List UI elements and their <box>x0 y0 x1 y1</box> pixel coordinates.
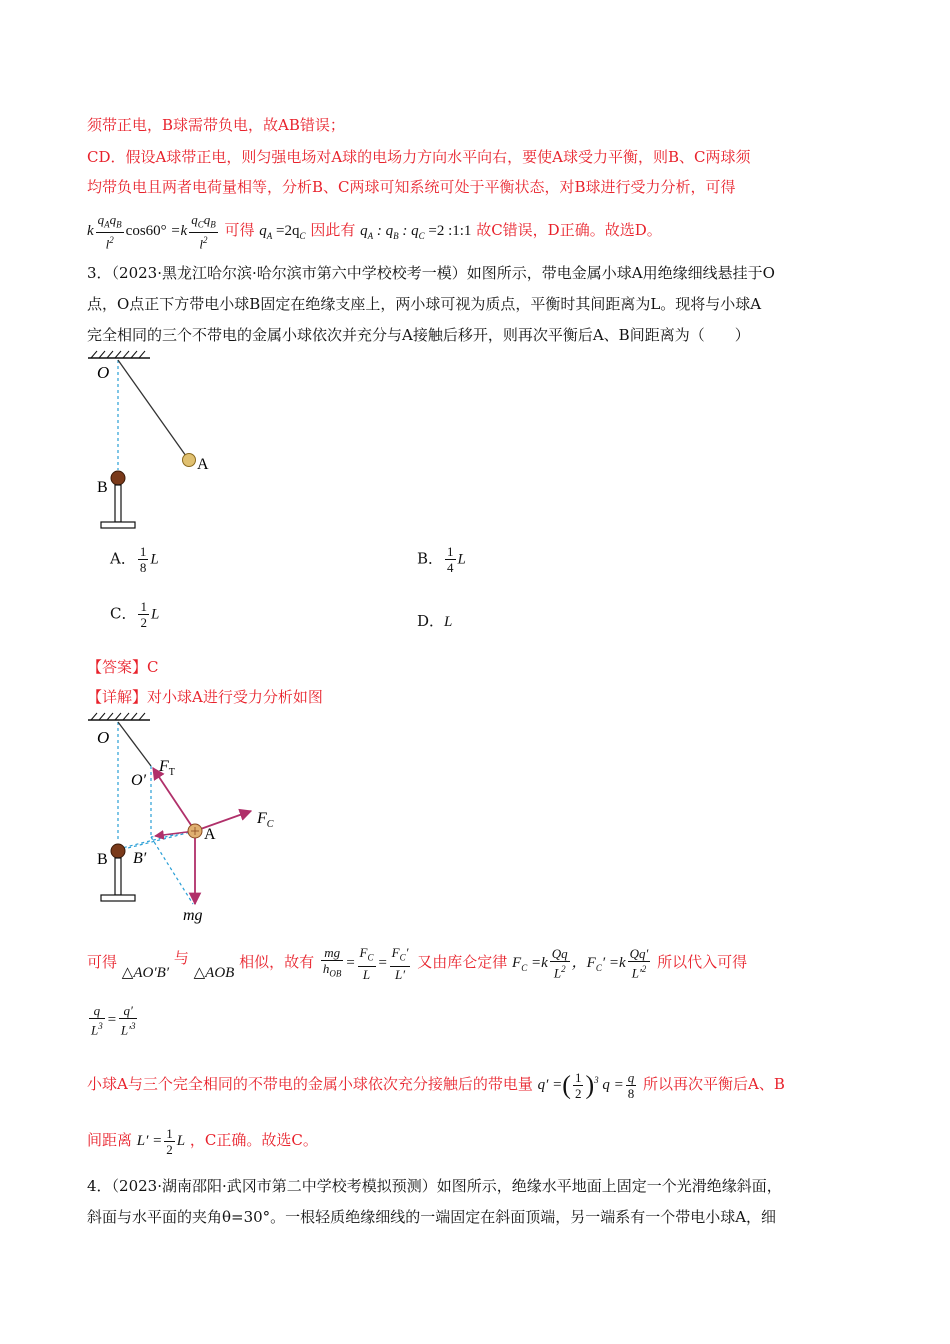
option-d[interactable]: D．L <box>417 612 453 630</box>
ball-a <box>183 454 196 467</box>
ball-b-label: B <box>97 479 108 496</box>
q4-stem-line-1: 4．（2023·湖南邵阳·武冈市第二中学校考模拟预测）如图所示，绝缘水平地面上固定一个光滑绝缘斜面， <box>87 1177 782 1195</box>
detail-line <box>87 686 323 708</box>
text-conclusion: 故C错误，D正确。故选D。 <box>476 221 662 239</box>
option-c[interactable]: C． $\frac{1}{2}$ L <box>110 599 160 630</box>
prev-solution-line-3: 均带负电且两者电荷量相等，分析B、C两球可知系统可处于平衡状态，对B球进行受力分析，可得 <box>87 178 736 196</box>
b-prime-label: B′ <box>133 850 147 867</box>
solution-line-2: $\frac{q}{L^3}$ = $\frac{q'}{L'^3}$ <box>91 1003 136 1038</box>
force-a-label: A <box>204 826 216 843</box>
ball-a-label: A <box>197 456 209 473</box>
mg-label: mg <box>183 907 203 924</box>
answer-line <box>87 656 159 678</box>
coulomb-eq-left: k $\frac{q_Aq_B}{l^2}$ cos60° =k $\frac{q_Cq_B}{l^2}$ <box>87 211 216 252</box>
ball-b <box>111 471 125 485</box>
answer-tag: 【答案】 <box>87 658 148 676</box>
force-ball-b <box>111 844 125 858</box>
text-kede: 可得 <box>224 221 255 239</box>
prev-solution-equation-line <box>87 210 662 256</box>
solution-line-3: 小球A与三个完全相同的不带电的金属小球依次充分接触后的带电量 q′ =( $\frac{1}{2}$ )$^3$ q = $\frac{q}{8}$ 所以再次平衡后A、B <box>87 1070 785 1102</box>
ft-label: $F_T$ <box>159 758 175 778</box>
text-yinci: 因此有 <box>310 221 356 239</box>
detail-tag: 【详解】 <box>87 688 148 706</box>
prev-solution-line-1: 须带正电，B球需带负电，故AB错误； <box>87 116 345 134</box>
q3-stem-line-1: 3．（2023·黑龙江哈尔滨·哈尔滨市第六中学校校考一模）如图所示，带电金属小球A用绝缘细线悬挂于O <box>87 264 775 282</box>
charge-relation: $q_A =2q_C$ <box>259 223 306 241</box>
fc-label: $F_C$ <box>257 810 274 830</box>
force-o-label: O <box>97 728 110 747</box>
solution-line-1: 可得 △AO′B′ 与 △AOB 相似，故有 $\frac{mg}{h_{OB}}$ = $\frac{F_C}{L}$ = $\frac{F_C'}{L'}$ 又由库仑定律 $F_C =k$ $\frac{Qq}{L^2}$ ，$F_C' =k$ $\frac{Qq'}{L'^2}$ 所以代入可得 <box>87 945 748 982</box>
force-b-label: B <box>97 851 108 868</box>
q3-stem-line-2: 点，O点正下方带电小球B固定在绝缘支座上，两小球可视为质点，平衡时其间距离为L。现将与小球A <box>87 295 762 313</box>
answer-value: C <box>147 658 159 676</box>
q4-stem-line-2: 斜面与水平面的夹角θ=30°。一根轻质绝缘细线的一端固定在斜面顶端，另一端系有一个带电小球A，细 <box>87 1208 777 1226</box>
o-prime-label: O′ <box>131 772 147 789</box>
option-a[interactable]: A． $\frac{1}{8}$ L <box>110 544 159 575</box>
stand-post <box>115 485 121 522</box>
point-o-label: O <box>97 363 110 382</box>
force-analysis-figure <box>85 710 285 930</box>
charge-ratio: $q_A$ : $q_B$ : $q_C =2$ :1:1 <box>360 223 472 241</box>
q3-stem-line-3: 完全相同的三个不带电的金属小球依次并充分与A接触后移开，则再次平衡后A、B间距离为（ ） <box>87 326 750 344</box>
prev-solution-line-2: CD．假设A球带正电，则匀强电场对A球的电场力方向水平向右，要使A球受力平衡，则B、C两球须 <box>87 148 751 166</box>
stand-base <box>101 522 135 528</box>
q3-pendulum-figure <box>85 348 235 533</box>
solution-line-4: 间距离 L′ = $\frac{1}{2}$ L ，C正确。故选C。 <box>87 1126 318 1158</box>
option-b[interactable]: B． $\frac{1}{4}$ L <box>417 544 466 575</box>
thread-line <box>118 360 186 456</box>
detail-text: 对小球A进行受力分析如图 <box>147 688 323 706</box>
